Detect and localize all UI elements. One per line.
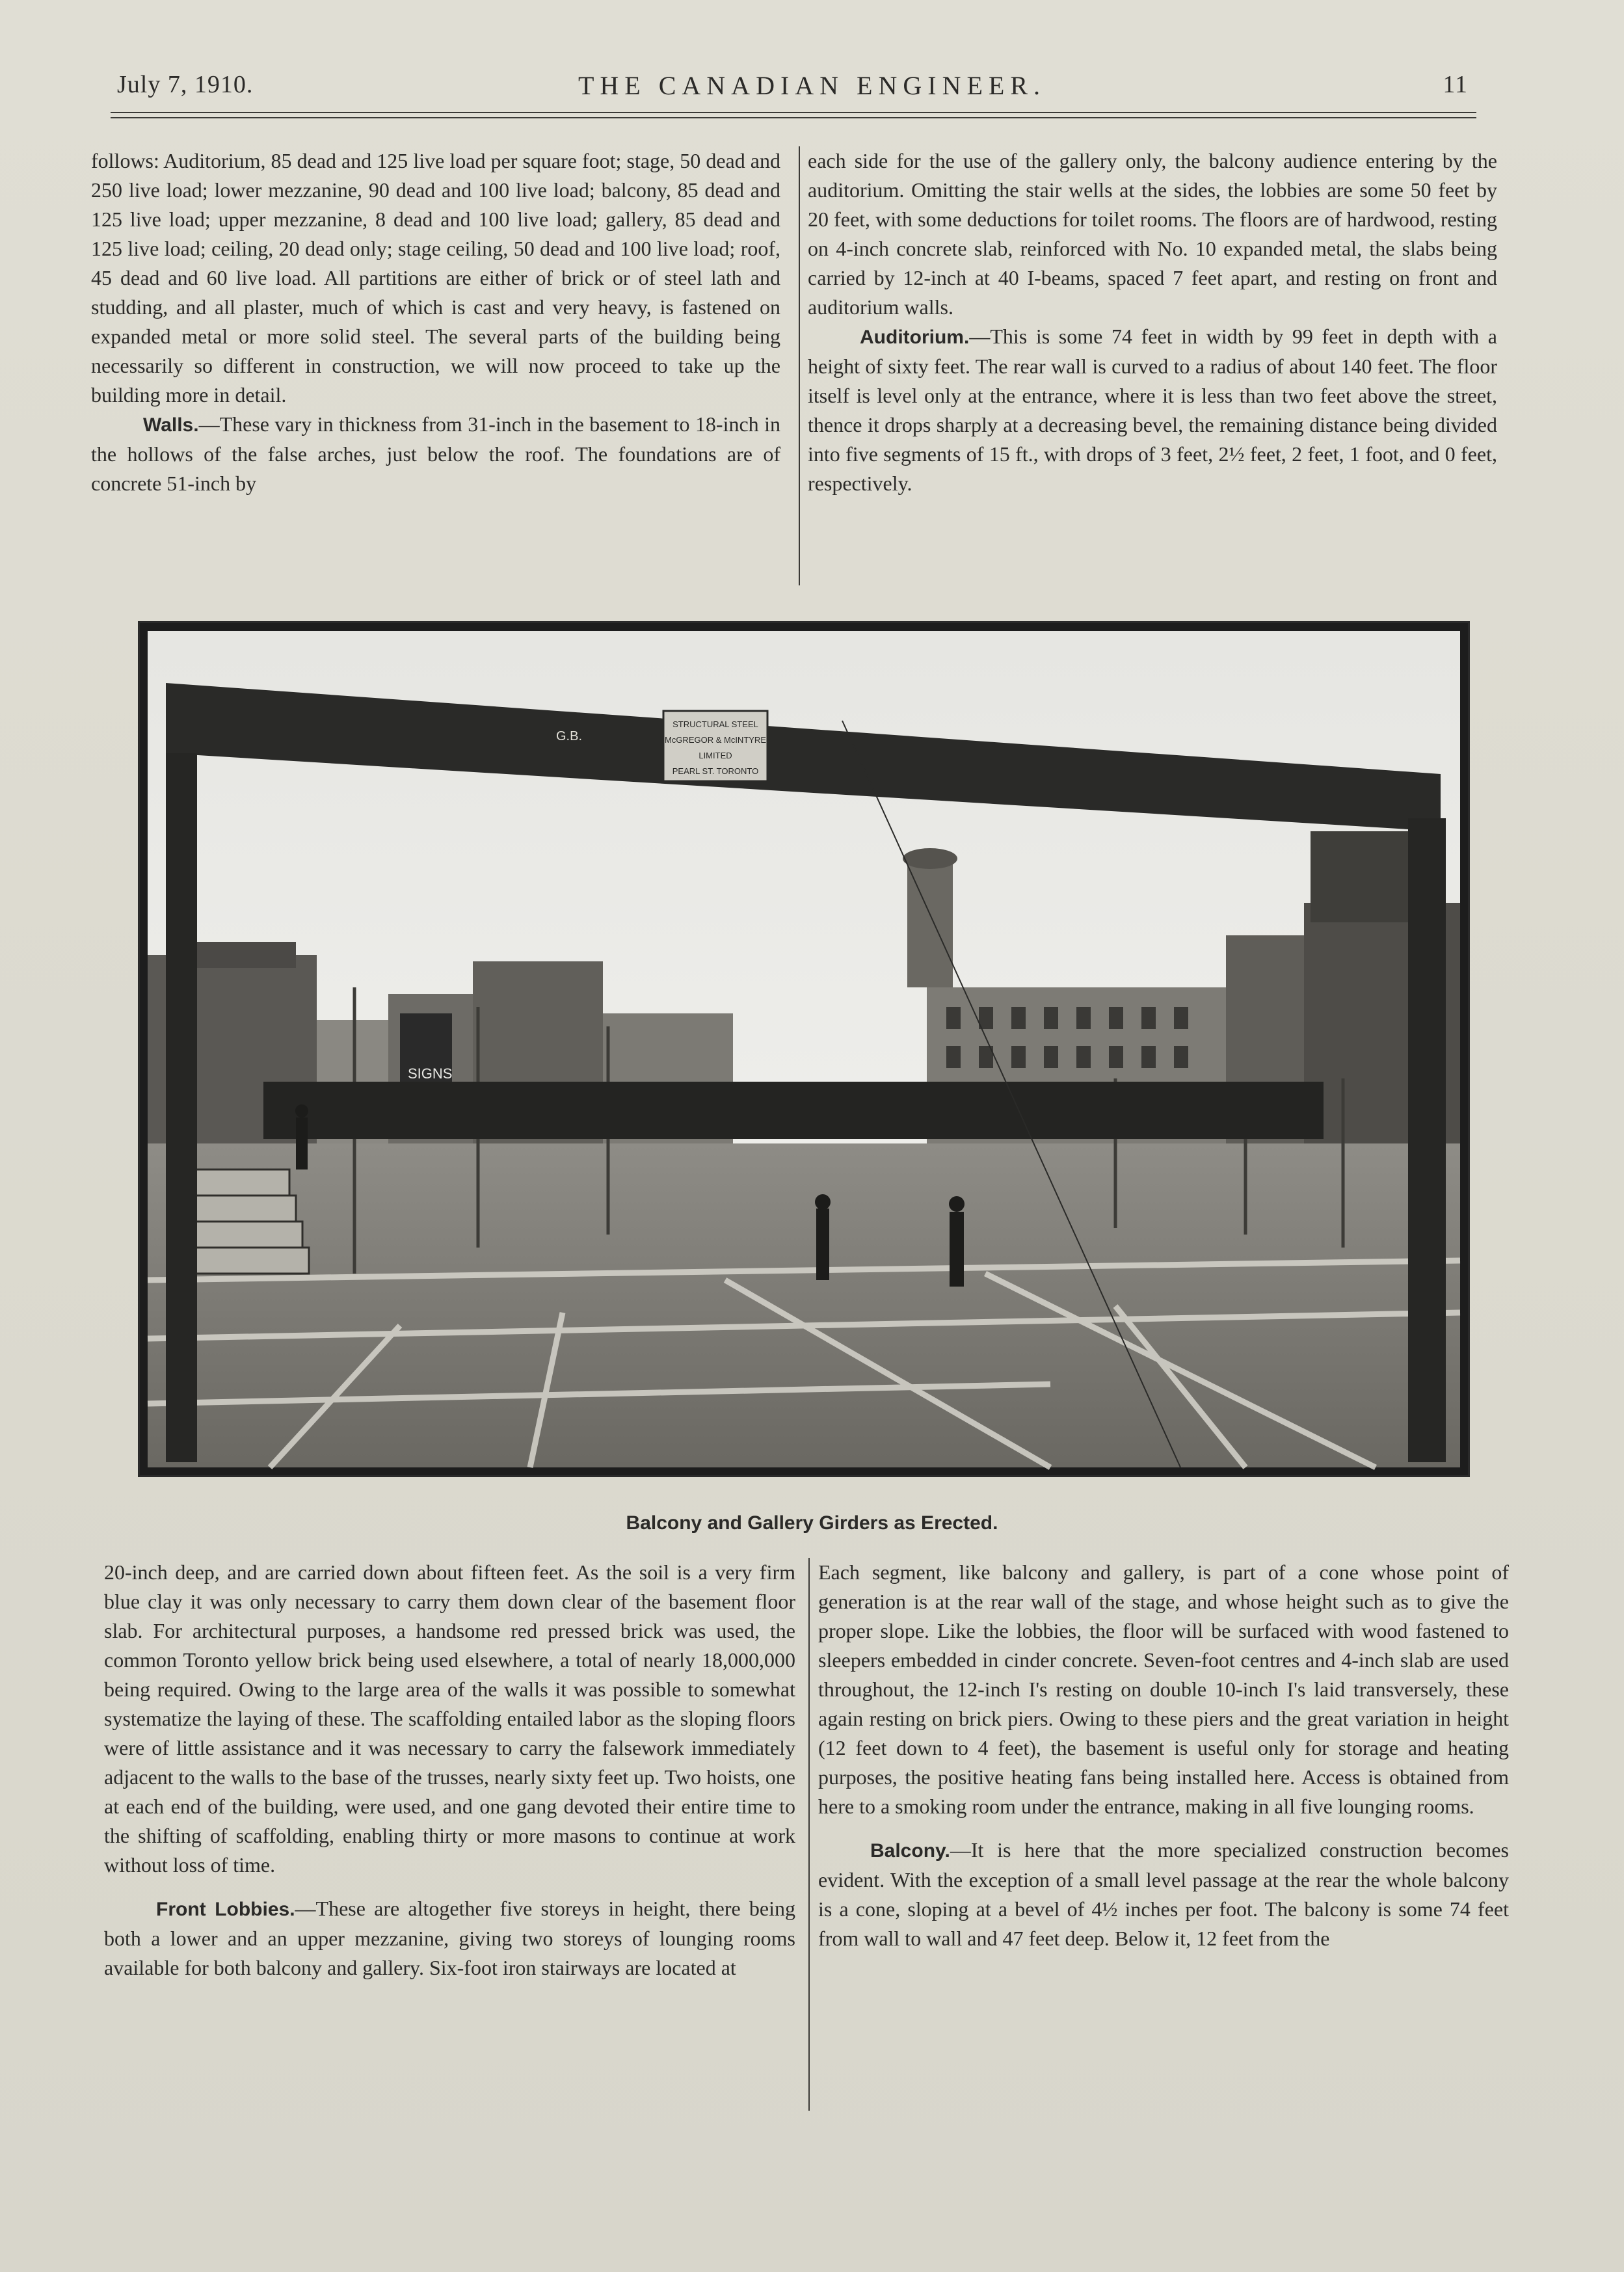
balcony-heading: Balcony. [870,1840,950,1862]
journal-title: THE CANADIAN ENGINEER. [578,71,1046,100]
gallery-girder [263,1082,1324,1139]
column-left [166,753,197,1462]
walls-heading: Walls. [143,414,199,436]
signs-text: SIGNS [408,1065,453,1082]
construction-photograph [138,621,1470,1477]
lobbies-heading: Front Lobbies. [156,1899,295,1920]
stairs-paragraph: each side for the use of the gallery only, the balcony audience entering by the auditorium. Omitting the stair wells at the sides, the lobbies are some 50 feet by 20 feet, with some deductions for toilet rooms. The floors are of hardwood, resting on 4-inch concrete slab, reinforced with No. 10 expanded metal, the slabs being carried by 12-inch at 40 I-beams, spaced 7 feet apart, and resting on front and auditorium walls. [808,149,1497,319]
column-divider-top [799,146,800,585]
plate-line-3: LIMITED [699,751,732,760]
walls-text: —These vary in thickness from 31-inch in the basement to 18-inch in the hollows of the false arches, just below the roof. The foundations are of concrete 51-inch by [91,412,780,495]
bottom-right-column [818,1558,1509,1953]
lobbies-text: —These are altogether five storeys in height, there being both a lower and an upper mezzanine, giving two storeys of lounging rooms available for both balcony and gallery. Six-foot iron stairways are located at [104,1897,795,1979]
header-rule-top [111,112,1476,113]
photo-caption: Balcony and Gallery Girders as Erected. [626,1512,998,1534]
column-divider-bottom [808,1558,810,2111]
plate-line-4: PEARL ST. TORONTO [672,766,759,776]
header-rule-bottom [111,117,1476,118]
balcony-paragraph [818,1836,1509,1953]
plate-line-2: McGREGOR & McINTYRE [664,735,767,745]
auditorium-text: —This is some 74 feet in width by 99 feet in depth with a height of sixty feet. The rear wall is curved to a radius of about 140 feet. The floor itself is level only at the entrance, where it is less than two feet above the street, thence it drops sharply at a decreasing bevel, the remaining distance being divided into five segments of 15 ft., with drops of 3 feet, 2½ feet, 2 feet, 1 foot, and 0 feet, respectively. [808,325,1497,495]
balcony-text: —It is here that the more specialized construction becomes evident. With the exception of a small level passage at the rear the whole balcony is a cone, sloping at a bevel of 4½ inches per foot. The balcony is some 74 feet from wall to wall and 47 feet deep. Below it, 12 feet from the [818,1838,1509,1950]
walls-paragraph [91,410,780,498]
plate-line-1: STRUCTURAL STEEL [672,719,758,729]
foundation-paragraph: 20-inch deep, and are carried down about fifteen feet. As the soil is a very firm blue clay it was only necessary to carry them down clear of the basement floor slab. For architectural purposes, a handsome red pressed brick was used, the common Toronto yellow brick being used elsewhere, a total of nearly 18,000,000 being required. Owing to the large area of the walls it was possible to somewhat systematize the laying of these. The scaffolding entailed labor as the sloping floors were of little assistance and it was necessary to carry the falsework immediately adjacent to the walls to the base of the trusses, nearly sixty feet up. Two hoists, one at each end of the building, were used, and one gang devoted their entire time to the shifting of scaffolding, enabling thirty or more masons to continue at work without loss of time. [104,1560,795,1877]
column-right [1408,818,1446,1462]
segment-paragraph: Each segment, like balcony and gallery, is part of a cone whose point of generation is at the rear wall of the stage, and whose height such as to give the proper slope. Like the lobbies, the floor will be surfaced with wood fastened to sleepers embedded in cinder concrete. Seven-foot centres and 4-inch slab are used throughout, the 12-inch I's resting on double 10-inch I's laid transversely, these again resting on brick piers. Owing to these piers and the great variation in height (12 feet down to 4 feet), the basement is useful only for storage and heating purposes, the positive heating fans being installed here. Access is obtained from here to a smoking room under the entrance, making in all five lounging rooms. [818,1560,1509,1818]
page-number: 11 [1443,71,1468,98]
girder-mark: G.B. [556,729,583,743]
bottom-left-column [104,1558,795,1983]
top-left-column [91,146,780,498]
load-paragraph: follows: Auditorium, 85 dead and 125 live load per square foot; stage, 50 dead and 250 live load; lower mezzanine, 90 dead and 100 live load; balcony, 85 dead and 125 live load; upper mezzanine, 8 dead and 100 live load; gallery, 85 dead and 125 live load; ceiling, 20 dead only; stage ceiling, 50 dead and 100 live load; roof, 45 dead and 60 live load. All partitions are either of brick or of steel lath and studding, and all plaster, much of which is cast and very heavy, is fastened on expanded metal or more solid steel. The several parts of the building being necessarily so different in construction, we will now proceed to take up the building more in detail. [91,149,780,407]
issue-date: July 7, 1910. [117,71,254,98]
auditorium-heading: Auditorium. [860,327,970,348]
lobbies-paragraph [104,1894,795,1983]
auditorium-paragraph [808,322,1497,498]
top-right-column [808,146,1497,498]
